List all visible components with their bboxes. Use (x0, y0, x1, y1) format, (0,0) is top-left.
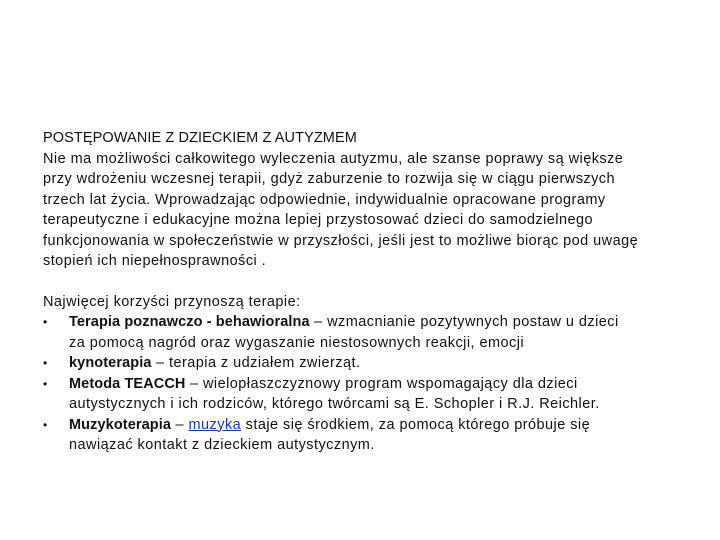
therapy-term: Metoda TEACCH (69, 375, 186, 392)
bullet-icon: • (43, 417, 48, 432)
therapy-term: kynoterapia (69, 355, 152, 371)
paragraph-line: stopień ich niepełnosprawności . (43, 253, 267, 269)
list-item (43, 374, 693, 415)
therapy-description: – wzmacnianie pozytywnych postaw u dzieci (309, 314, 619, 330)
paragraph-line: Nie ma możliwości całkowitego wyleczenia autyzmu, ale szanse poprawy są większe (43, 150, 624, 167)
slide-content (43, 128, 693, 456)
therapy-separator: – (171, 416, 189, 433)
paragraph-line: funkcjonowania w społeczeństwie w przyszłości, jeśli jest to możliwe biorąc pod uwagę (43, 232, 639, 249)
therapies-intro: Najwięcej korzyści przynoszą terapie: (43, 293, 301, 310)
therapy-list (43, 312, 693, 456)
list-item (43, 415, 693, 456)
list-item (43, 312, 693, 353)
list-item (43, 353, 693, 374)
therapy-description-cont: autystycznych i ich rodziców, którego twórcami są E. Schopler i R.J. Reichler. (69, 396, 600, 412)
therapy-description: – terapia z udziałem zwierząt. (151, 355, 361, 371)
muzyka-link[interactable]: muzyka (188, 416, 242, 433)
therapy-description-cont: nawiązać kontakt z dzieckiem autystycznym. (69, 437, 375, 453)
intro-paragraph (43, 149, 693, 272)
therapy-description: staje się środkiem, za pomocą którego próbuje się (241, 416, 591, 433)
therapy-term: Terapia poznawczo - behawioralna (69, 314, 310, 330)
paragraph-line: terapeutyczne i edukacyjne można lepiej przystosować dzieci do samodzielnego (43, 212, 594, 228)
bullet-icon: • (43, 356, 48, 370)
therapy-term: Muzykoterapia (69, 416, 172, 433)
paragraph-line: trzech lat życia. Wprowadzając odpowiednie, indywidualnie opracowane programy (43, 191, 606, 208)
bullet-icon: • (43, 315, 48, 329)
paragraph-line: przy wdrożeniu wczesnej terapii, gdyż zaburzenie to rozwija się w ciągu pierwszych (43, 171, 616, 187)
therapy-description-cont: za pomocą nagród oraz wygaszanie niestosownych reakcji, emocji (69, 334, 525, 351)
bullet-icon: • (43, 376, 48, 391)
therapy-description: – wielopłaszczyznowy program wspomagający dla dzieci (185, 375, 578, 392)
document-title: POSTĘPOWANIE Z DZIECKIEM Z AUTYZMEM (43, 130, 357, 146)
